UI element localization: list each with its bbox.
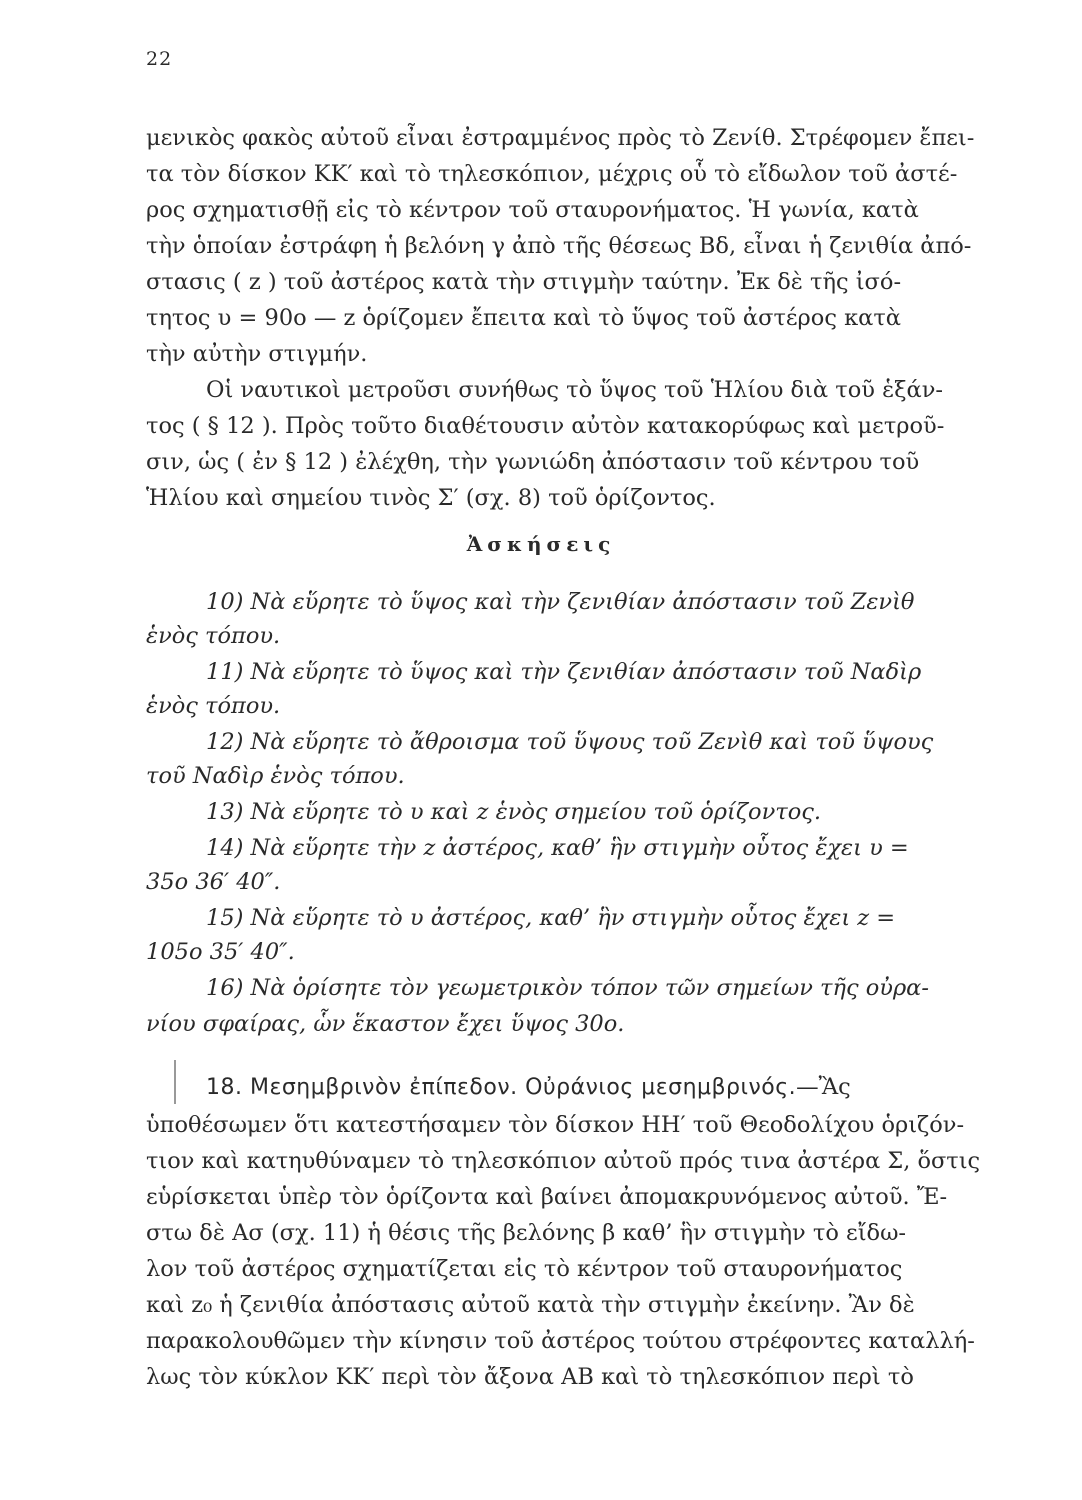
exercise-line: 14) Νὰ εὕρητε τὴν z ἀστέρος, καθ’ ἣν στιγμὴν οὗτος ἔχει υ = <box>206 835 909 861</box>
text-line: τιον καὶ κατηυθύναμεν τὸ τηλεσκόπιον αὐτοῦ πρός τινα ἀστέρα Σ, ὅστις <box>146 1148 981 1174</box>
margin-mark <box>174 1060 176 1104</box>
text-line: Ἡλίου καὶ σημείου τινὸς Σ′ (σχ. 8) τοῦ ὁρίζοντος. <box>146 485 716 511</box>
exercise-line: 16) Νὰ ὁρίσητε τὸν γεωμετρικὸν τόπον τῶν σημείων τῆς οὐρα- <box>206 975 929 1001</box>
text-line: Οἱ ναυτικοὶ μετροῦσι συνήθως τὸ ὕψος τοῦ Ἡλίου διὰ τοῦ ἑξάν- <box>206 377 944 403</box>
text-line: σιν, ὡς ( ἐν § 12 ) ἐλέχθη, τὴν γωνιώδη ἀπόστασιν τοῦ κέντρου τοῦ <box>146 449 920 475</box>
exercises-title: Ἀσκήσεις <box>466 532 616 556</box>
text-line: παρακολουθῶμεν τὴν κίνησιν τοῦ ἀστέρος τούτου στρέφοντες καταλλή- <box>146 1328 975 1354</box>
text-line: μενικὸς φακὸς αὐτοῦ εἶναι ἐστραμμένος πρὸς τὸ Ζενίθ. Στρέφομεν ἔπει- <box>146 125 975 151</box>
exercise-line: 35ο 36′ 40″. <box>146 869 281 895</box>
text-line: λον τοῦ ἀστέρος σχηματίζεται εἰς τὸ κέντρον τοῦ σταυρονήματος <box>146 1256 903 1282</box>
exercise-line: 12) Νὰ εὕρητε τὸ ἄθροισμα τοῦ ὕψους τοῦ Ζενὶθ καὶ τοῦ ὕψους <box>206 729 934 755</box>
section-heading-line <box>206 1072 851 1103</box>
text-line: τητος υ = 90ο — z ὁρίζομεν ἔπειτα καὶ τὸ ὕψος τοῦ ἀστέρος κατὰ <box>146 305 901 331</box>
text-line: ρος σχηματισθῇ εἰς τὸ κέντρον τοῦ σταυρονήματος. Ἡ γωνία, κατὰ <box>146 197 919 223</box>
exercise-line: ἑνὸς τόπου. <box>146 623 281 649</box>
exercise-line: τοῦ Ναδὶρ ἑνὸς τόπου. <box>146 763 405 789</box>
text-line: τα τὸν δίσκον ΚΚ′ καὶ τὸ τηλεσκόπιον, μέχρις οὗ τὸ εἴδωλον τοῦ ἀστέ- <box>146 161 958 187</box>
exercise-line: 15) Νὰ εὕρητε τὸ υ ἀστέρος, καθ’ ἣν στιγμὴν οὗτος ἔχει z = <box>206 905 896 931</box>
exercise-line: ἑνὸς τόπου. <box>146 693 281 719</box>
exercise-line: 105ο 35′ 40″. <box>146 939 295 965</box>
section-heading-tail: —Ἂς <box>796 1074 851 1100</box>
section-heading: 18. Μεσημβρινὸν ἐπίπεδον. Οὐράνιος μεσημβρινός. <box>206 1075 797 1100</box>
page-number: 22 <box>146 48 173 70</box>
exercise-line: 11) Νὰ εὕρητε τὸ ὕψος καὶ τὴν ζενιθίαν ἀπόστασιν τοῦ Ναδὶρ <box>206 659 922 685</box>
text-line: ὑποθέσωμεν ὅτι κατεστήσαμεν τὸν δίσκον ΗΗ′ τοῦ Θεοδολίχου ὁριζόν- <box>146 1112 965 1138</box>
exercise-line: νίου σφαίρας, ὧν ἕκαστον ἔχει ὕψος 30ο. <box>146 1011 625 1037</box>
exercise-line: 13) Νὰ εὕρητε τὸ υ καὶ z ἑνὸς σημείου τοῦ ὁρίζοντος. <box>206 799 822 825</box>
text-line: τὴν αὐτὴν στιγμήν. <box>146 341 368 367</box>
text-line: στω δὲ Ασ (σχ. 11) ἡ θέσις τῆς βελόνης β καθ’ ἣν στιγμὴν τὸ εἴδω- <box>146 1220 907 1246</box>
text-line: τος ( § 12 ). Πρὸς τοῦτο διαθέτουσιν αὐτὸν κατακορύφως καὶ μετροῦ- <box>146 413 945 439</box>
text-line: εὑρίσκεται ὑπὲρ τὸν ὁρίζοντα καὶ βαίνει ἀπομακρυνόμενος αὐτοῦ. Ἔ- <box>146 1184 948 1210</box>
exercise-line: 10) Νὰ εὕρητε τὸ ὕψος καὶ τὴν ζενιθίαν ἀπόστασιν τοῦ Ζενὶθ <box>206 589 915 615</box>
text-line: λως τὸν κύκλον ΚΚ′ περὶ τὸν ἄξονα ΑΒ καὶ τὸ τηλεσκόπιον περὶ τὸ <box>146 1364 914 1390</box>
text-line: καὶ z₀ ἡ ζενιθία ἀπόστασις αὐτοῦ κατὰ τὴν στιγμὴν ἐκείνην. Ἂν δὲ <box>146 1292 915 1318</box>
text-line: στασις ( z ) τοῦ ἀστέρος κατὰ τὴν στιγμὴν ταύτην. Ἐκ δὲ τῆς ἰσό- <box>146 269 902 295</box>
text-line: τὴν ὁποίαν ἐστράφη ἡ βελόνη γ ἀπὸ τῆς θέσεως Βδ, εἶναι ἡ ζενιθία ἀπό- <box>146 233 972 259</box>
